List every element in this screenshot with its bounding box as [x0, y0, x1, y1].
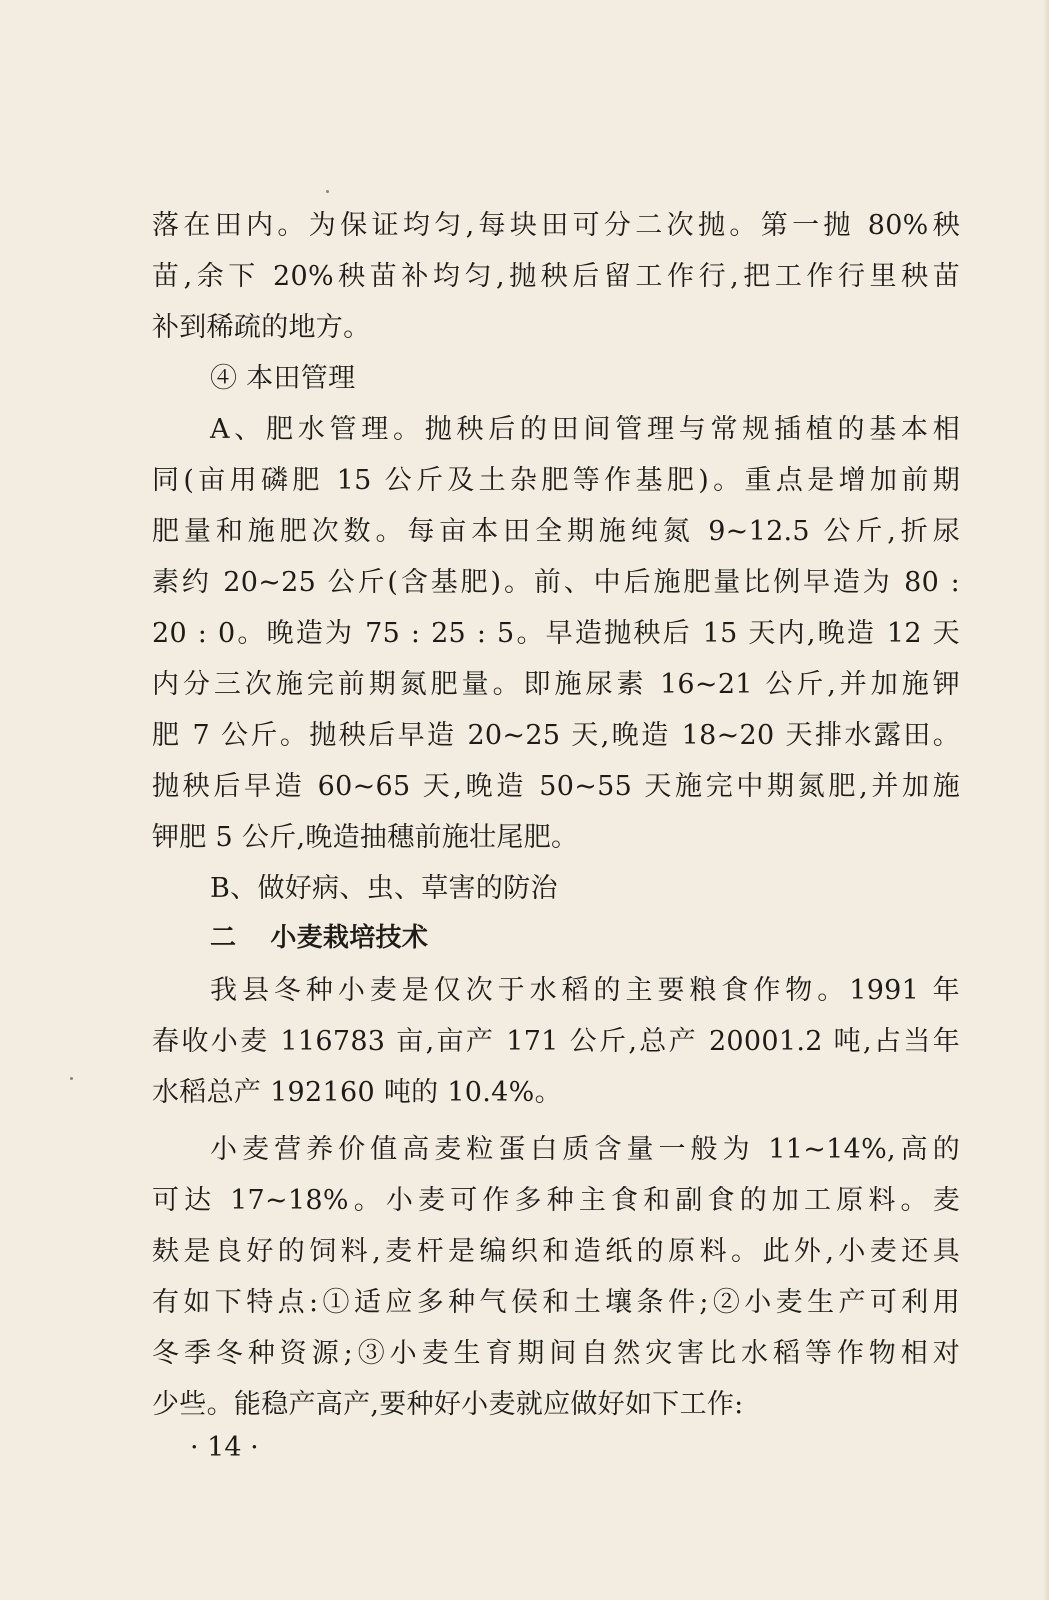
text-line: 小麦营养价值高麦粒蛋白质含量一般为 11~14%,高的 — [210, 1134, 960, 1165]
text-line: 可达 17~18%。小麦可作多种主食和副食的加工原料。麦 — [152, 1185, 960, 1216]
subheading-pest-control: B、做好病、虫、草害的防治 — [210, 873, 558, 904]
paper-speck — [326, 190, 329, 193]
text-line: 冬季冬种资源;③小麦生育期间自然灾害比水稻等作物相对 — [152, 1338, 960, 1369]
text-line: 肥量和施肥次数。每亩本田全期施纯氮 9~12.5 公斤,折尿 — [152, 516, 960, 547]
scan-edge — [1043, 0, 1049, 1600]
text-line: 落在田内。为保证均匀,每块田可分二次抛。第一抛 80%秧 — [152, 210, 960, 241]
subheading-field-management: ④ 本田管理 — [210, 363, 356, 394]
text-line: 春收小麦 116783 亩,亩产 171 公斤,总产 20001.2 吨,占当年 — [152, 1026, 960, 1057]
section-title: 小麦栽培技术 — [270, 923, 429, 953]
text-line: 同(亩用磷肥 15 公斤及土杂肥等作基肥)。重点是增加前期 — [152, 465, 960, 496]
text-line: 20 : 0。晚造为 75 : 25 : 5。早造抛秧后 15 天内,晚造 12 天 — [152, 618, 960, 649]
text-line: 有如下特点:①适应多种气侯和土壤条件;②小麦生产可利用 — [152, 1287, 960, 1318]
text-line: 苗,余下 20%秧苗补均匀,抛秧后留工作行,把工作行里秧苗 — [152, 261, 960, 292]
text-line: 少些。能稳产高产,要种好小麦就应做好如下工作: — [152, 1389, 744, 1420]
text-line: 水稻总产 192160 吨的 10.4%。 — [152, 1077, 562, 1108]
page-number: · 14 · — [190, 1432, 259, 1463]
text-line: 我县冬种小麦是仅次于水稻的主要粮食作物。1991 年 — [210, 975, 960, 1006]
text-line: 麸是良好的饲料,麦杆是编织和造纸的原料。此外,小麦还具 — [152, 1236, 960, 1267]
text-line: 钾肥 5 公斤,晚造抽穗前施壮尾肥。 — [152, 822, 579, 853]
text-line: 肥 7 公斤。抛秧后早造 20~25 天,晚造 18~20 天排水露田。 — [152, 720, 960, 751]
paper-speck — [70, 1077, 73, 1080]
text-line: 素约 20~25 公斤(含基肥)。前、中后施肥量比例早造为 80 : — [152, 567, 960, 598]
section-heading — [210, 918, 428, 958]
section-number: 二 — [210, 923, 237, 953]
text-line: 补到稀疏的地方。 — [152, 312, 371, 343]
text-line: 内分三次施完前期氮肥量。即施尿素 16~21 公斤,并加施钾 — [152, 669, 960, 700]
text-line: A、肥水管理。抛秧后的田间管理与常规插植的基本相 — [210, 414, 960, 445]
text-line: 抛秧后早造 60~65 天,晚造 50~55 天施完中期氮肥,并加施 — [152, 771, 960, 802]
